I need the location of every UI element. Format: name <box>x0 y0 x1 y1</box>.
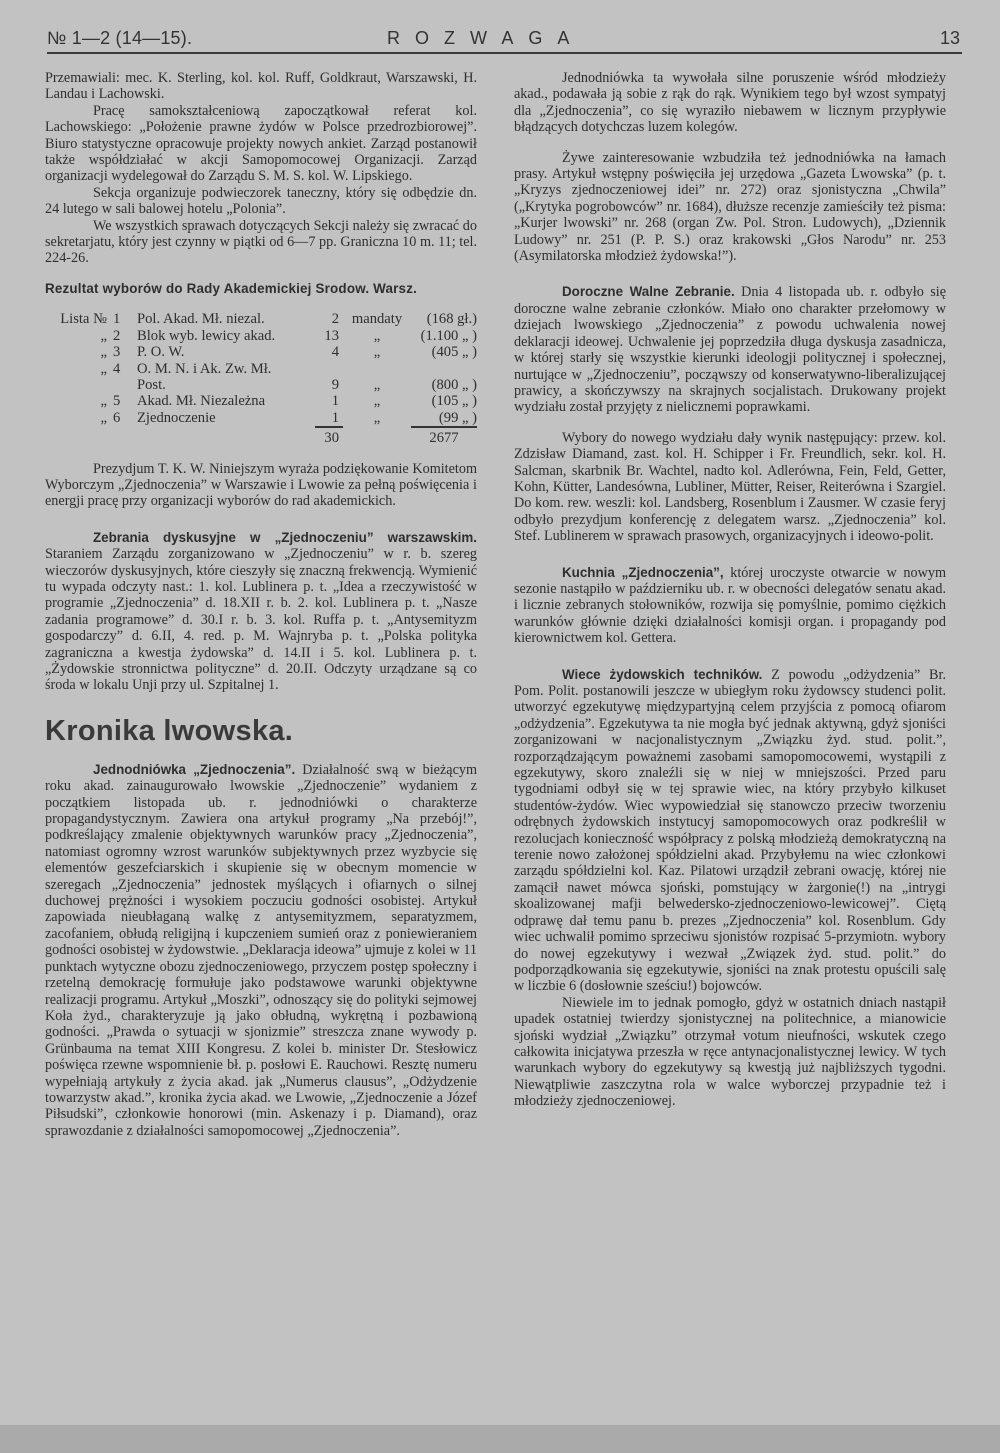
self-education-paragraph: Pracę samokształceniową zapoczątkował referat kol. Lachowskiego: „Położenie prawne żydów w Polsce przedrozbiorowej”. Biuro statystyczne opracowuje projekty nowych ankiet. Zarząd postanowił także współdziałać w akcji Samopomocowej Organizacji. Zarząd organizacji wydelegował do Zarządu S. M. S. kol. W. Lipskiego. <box>45 102 477 185</box>
kitchen-paragraph: Kuchnia „Zjednoczenia”, której uroczyste otwarcie w nowym sezonie nastąpiło w październiku ub. r. w obecności delegatów senatu akad. i licznie zebranych stołowników, rozwija się pomyślnie, pomimo ciężkich warunków głównie dzięki działalności komisji organ. i propagandy pod kierownictwem kol. Gettera. <box>514 564 946 647</box>
page-header <box>47 24 962 54</box>
reaction-paragraph: Jednodniówka ta wywołała silne poruszenie wśród młodzieży akad., podawała ją sobie z rąk do rąk. Wynikiem tego był wzost sympatyj dla „Zjednoczenia”, co się wyraziło niebawem w licznym przypływie błądzących dotychczas luzem kolegów. <box>514 70 946 136</box>
dance-event-paragraph: Sekcja organizuje podwieczorek taneczny, który się odbędzie dn. 24 lutego w sali balowej hotelu „Polonia”. <box>45 184 477 218</box>
technicians-rallies-heading: Wiece żydowskich techników. <box>562 666 763 682</box>
table-row: „ 4 O. M. N. i Ak. Zw. Mł. <box>100 360 272 377</box>
press-interest-paragraph: Żywe zainteresowanie wzbudziła też jednodniówka na łamach prasy. Artykuł wstępny poświęciła jej urzędowa „Gazeta Lwowska” (p. t. „Kryzys zjednoczeniowej idei” nr. 272) oraz sjonistyczna „Chwila” („Krytyka pogrobowców” nr. 1684), dłuższe recenzje zamieściły też pisma: „Kurjer lwowski” nr. 268 (organ Zw. Pol. Stron. Ludowych), „Dziennik Ludowy” nr. 251 (P. P. S.) oraz krakowski „Głos Narodu” nr. 253 (Asymilatorska młodzież żydowska!”). <box>514 149 946 265</box>
table-row: „ 6 Zjednoczenie 1 „ (99 „ ) <box>100 409 477 426</box>
technicians-rallies-paragraph: Wiece żydowskich techników. Z powodu „odżydzenia” Br. Pom. Polit. postanowili jeszcze w ubiegłym roku żydowscy studenci polit. utworzyć egzekutywę międzypartyjną celem przyjścia z pomocą ofiarom „odżydzenia”. Egzekutywa ta nie mogła być jednak aktywną, gdyż sjoniści zorganizowani w nacjonalistycznym „Związku żyd. stud. polit.”, rozporządzającym poważnemi zasobami samopomocowemi, wystąpili z egzekutywy, skoro znaleźli się w niej w mniejszości. Przed paru tygodniami odbył się w tej sprawie wiec, na który przybyło kilkuset studentów-żydów. Wiec wypowiedział się stanowczo przeciw tworzeniu odrębnych żydowskich instytucyj samopomocowych oraz podkreślił w rezolucjach konieczność współpracy z polską młodzieżą demokratyczną na terenie nowo założonej spółdzielni akad. Przybyłemu na wiec członkowi zarządu spółdzielni kol. Kaz. Pilatowi urządził zebrani owację, której nie zamącił nawet mówca sjoński, pomstujący w żargonie(!) na „intrygi skoalizowanej mafji belwedersko-zjednoczeniowo-lewicowej”. Ciętą odprawę dał temu panu b. prezes „Zjednoczenia” kol. Rosenblum. Gdy wiec uchwalił pomimo sprzeciwu sjonistów rozpisać 5-przymiotn. wybory do nowej egzekutywy i wezwał „Związek żyd. stud. polit.” do podporządkowania się egzekutywie, sjoniści na znak protestu opuścili salę w liczbie 6 (dosłownie sześciu!) bojowców. <box>514 666 946 995</box>
table-row: Post. 9 „ (800 „ ) <box>137 376 477 393</box>
annual-meeting-paragraph: Doroczne Walne Zebranie. Dnia 4 listopada ub. r. odbyło się doroczne walne zebranie członków. Miało ono charakter przełomowy w dziejach lwowskiego „Zjednoczenia” z powodu uchwalenia nowej deklaracji ideowej. Uchwalenie jej poprzedziła długa dyskusja zasadnicza, w której starły się wszystkie kierunki ideologji politycznej i społecznej, nurtujące w „Zjednoczeniu”, począwszy od konserwatywno-liberalizującej prawicy, a skończywszy na skrajnych socjalistach. Drukowany projekt wydziału został przyjęty z nielicznemi poprawkami. <box>514 284 946 416</box>
section-title-kronika: Kronika lwowska. <box>45 714 294 747</box>
discussion-meetings-paragraph: Zebrania dyskusyjne w „Zjednoczeniu” warszawskim. Staraniem Zarządu zorganizowano w „Zjednoczeniu” w r. b. szereg wieczorów dyskusyjnych, które cieszyły się znaczną frekwencją. Wymienić tu wypada odczyty nast.: 1. kol. Lublinera p. t. „Idea a rzeczywistość w programie „Zjednoczenia” d. 18.XII r. b. 2. kol. Lublinera p. t. „Nasze zadania programowe” d. 30.I r. b. 3. kol. Ruffa p. t. „Antysemityzm gospodarczy” d. 6.II, 4. red. p. M. Wajnryba p. t. „Polska polityka zagraniczna a kwestja żydowska” d. 14.II i 5. kol. Lublinera p. t. „Żydowskie stronnictwa polityczne” d. 20.II. Odczyty urządzane są co środa w lokalu Unji przy ul. Szpitalnej 1. <box>45 529 477 694</box>
annual-meeting-heading: Doroczne Walne Zebranie. <box>562 284 735 300</box>
table-row: „ 2 Blok wyb. lewicy akad. 13 „ (1.100 „ ) <box>100 327 477 344</box>
election-results-heading: Rezultat wyborów do Rady Akademickiej Srodow. Warsz. <box>45 280 418 296</box>
secretariat-paragraph: We wszystkich sprawach dotyczących Sekcji należy się zwracać do sekretarjatu, który jest czynny w piątki od 6—7 pp. Graniczna 10 m. 11; tel. 224-26. <box>45 217 477 267</box>
issue-number: № 1—2 (14—15). <box>47 28 193 48</box>
total-votes: 2677 <box>429 430 459 447</box>
board-election-paragraph: Wybory do nowego wydziału dały wynik następujący: przew. kol. Zdzisław Diamand, zast. kol. H. Schipper i Fr. Freundlich, sekr. kol. H. Salcman, skarbnik Br. Wachtel, nadto kol. Adlerówna, Fein, Feld, Getter, Kohn, Kütter, Landesówna, Lubliner, Mütter, Reiser, Reiterówna i Szargiel. Do kom. rew. weszli: kol. Landsberg, Rosenblum i Zausmer. W czasie feryj odbyło prezydjum konferencję z delegatem warsz. „Zjednoczenia” kol. Stef. Lublinerem w sprawach prasowych, organizacyjnych i ideowo-polit. <box>514 429 946 545</box>
table-row: Lista № 1 Pol. Akad. Mł. niezal. 2 mandaty (168 gł.) <box>60 311 477 328</box>
scan-bottom-margin <box>0 1425 1000 1453</box>
speakers-paragraph: Przemawiali: mec. K. Sterling, kol. kol. Ruff, Goldkraut, Warszawski, H. Landau i Lachowski. <box>45 70 477 103</box>
right-column <box>514 70 946 1110</box>
page-number: 13 <box>939 28 960 48</box>
jednodniowka-heading: Jednodniówka „Zjednoczenia”. <box>93 761 296 777</box>
kitchen-heading: Kuchnia „Zjednoczenia”, <box>562 564 724 580</box>
discussion-meetings-heading: Zebrania dyskusyjne w „Zjednoczeniu” warszawskim. <box>93 529 477 545</box>
table-row: „ 5 Akad. Mł. Niezależna 1 „ (105 „ ) <box>100 393 477 410</box>
closing-paragraph: Niewiele im to jednak pomogło, gdyż w ostatnich dniach nastąpił upadek ostatniej twierdzy sjonistycznej na politechnice, a mianowicie sjoński wydział „Związku” otrzymał votum nieufności, wskutek czego całkowita inicjatywa przeszła w ręce antynacjonalistycznej lewicy. W tych warunkach wybory do egzekutywy są kwestją już najbliższych tygodni. Niewątpliwie zaszczytna rola w walce wyborczej przypadnie też i młodzieży zjednoczeniowej. <box>514 994 946 1110</box>
totals-row <box>45 427 477 446</box>
election-results-table <box>45 311 477 446</box>
masthead-title: ROZWAGA <box>387 28 585 48</box>
table-row: „ 3 P. O. W. 4 „ (405 „ ) <box>100 344 477 361</box>
total-mandates: 30 <box>324 430 339 447</box>
jednodniowka-paragraph: Jednodniówka „Zjednoczenia”. Działalność swą w bieżącym roku akad. zainaugurowało lwowskie „Zjednoczenie” wydaniem z początkiem listopada ub. r. jednodniówki o charakterze propagandystycznym. Zawiera ona artykuł programy „Na przebój!”, podkreślający zmalenie objektywnych warunków pracy „Zjednoczenia”, natomiast ogromny wzrost warunków subjektywnych przez wyzbycie się elementów geszefciarskich i skupienie się w obecnym momencie w szeregach „Zjednoczenia” jednostek myślących i ofiarnych o silnej duchowej prężności i wysokiem poczuciu godności osobistej. Artykuł zapowiada nieubłaganą walkę z antysemityzmem, separatyzmem, zacofaniem, obłudą religijną i kupczeniem sumień oraz z poniewieraniem godności osobistej w żydowstwie. „Deklaracja ideowa” ujmuje z kolei w 11 punktach wytyczne obozu zjednoczeniowego, przyczem postęp społeczny i rzetelną demokrację formułuje jako podstawowe warunki objektywne realizacji programu. Artykuł „Moszki”, odnoszący się do polityki sejmowej Koła żyd., charakteryzuje ją jako obłudną, wykrętną i pozbawioną godności. „Prawda o sytuacji w sjonizmie” streszcza znane wywody p. Grünbauma na temat XIII Kongresu. Z kolei b. minister Dr. Stesłowicz poświęca rzewne wspomnienie bł. p. posłowi E. Rauchowi. Resztę numeru wypełniają artykuły z życia akad. jak „Numerus clausus”, „Odżydzenie towarzystw akad.”, kronika życia akad. we Lwowie, „Zjednoczenie a Józef Piłsudski”, członkowie honorowi (min. Askenazy i p. Diamand), oraz sprawozdanie z działalności samopomocowej „Zjednoczenia”. <box>45 761 478 1139</box>
thanks-paragraph: Prezydjum T. K. W. Niniejszym wyraża podziękowanie Komitetom Wyborczym „Zjednoczenia” w Warszawie i Lwowie za pełną poświęcenia i energji pracę przy organizacji wyborów do rad akademickich. <box>45 460 477 510</box>
left-column <box>45 70 477 1139</box>
